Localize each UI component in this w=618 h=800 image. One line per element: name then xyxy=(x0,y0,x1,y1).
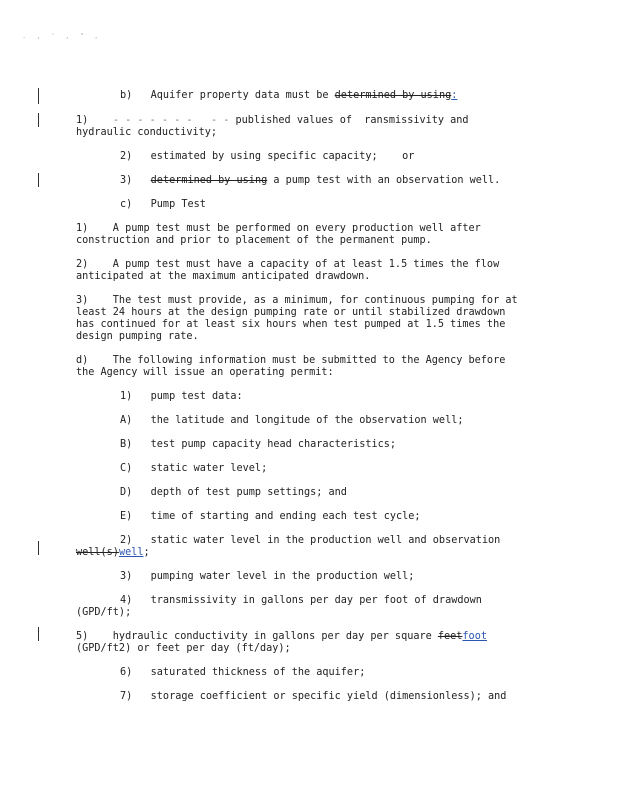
line-text: B) test pump capacity head characteristics; xyxy=(120,439,397,450)
text-line xyxy=(76,331,199,343)
line-text: E) time of starting and ending each test cycle; xyxy=(120,511,421,522)
revision-bar xyxy=(38,88,39,104)
line-text: (GPD/ft2) or feet per day (ft/day); xyxy=(76,643,291,654)
line-text: 7) storage coefficient or specific yield (dimensionless); and xyxy=(120,691,507,702)
text-line xyxy=(120,595,482,607)
text-line xyxy=(120,691,506,703)
text-line xyxy=(76,295,518,307)
line-text: 6) saturated thickness of the aquifer; xyxy=(120,667,366,678)
text-line xyxy=(76,547,150,559)
line-text: construction and prior to placement of the permanent pump. xyxy=(76,235,432,246)
text-line xyxy=(120,439,396,451)
line-text: - - - - - - - - - xyxy=(112,115,230,126)
line-text: A) the latitude and longitude of the observation well; xyxy=(120,415,464,426)
text-line xyxy=(120,415,463,427)
line-text: design pumping rate. xyxy=(76,331,199,342)
line-text: 1) xyxy=(76,115,113,126)
line-text: C) static water level; xyxy=(120,463,268,474)
text-line xyxy=(120,90,457,102)
inserted-text: : xyxy=(451,90,458,101)
text-line xyxy=(120,151,414,163)
line-text: 2) A pump test must have a capacity of at least 1.5 times the flow xyxy=(76,259,500,270)
inserted-text: well xyxy=(118,547,144,558)
text-line xyxy=(76,259,499,271)
text-line xyxy=(76,307,505,319)
deleted-text: feet xyxy=(437,631,463,642)
line-text: 1) pump test data: xyxy=(120,391,243,402)
line-text: 3) The test must provide, as a minimum, for continuous pumping for at xyxy=(76,295,518,306)
text-line xyxy=(120,175,500,187)
text-line xyxy=(76,355,505,367)
text-line xyxy=(76,319,505,331)
line-text: ; xyxy=(143,547,150,558)
line-text: D) depth of test pump settings; and xyxy=(120,487,347,498)
line-text: anticipated at the maximum anticipated drawdown. xyxy=(76,271,371,282)
line-text: 3) xyxy=(120,175,151,186)
text-line xyxy=(120,463,267,475)
line-text: published values of ransmissivity and xyxy=(229,115,469,126)
text-line xyxy=(120,391,243,403)
text-line xyxy=(76,271,370,283)
line-text: the Agency will issue an operating permit: xyxy=(76,367,334,378)
text-line xyxy=(76,127,217,139)
revision-bar xyxy=(38,173,39,187)
line-text: a pump test with an observation well. xyxy=(267,175,501,186)
revision-bar xyxy=(38,113,39,127)
text-line xyxy=(120,571,414,583)
line-text: 2) estimated by using specific capacity; or xyxy=(120,151,415,162)
text-line xyxy=(120,667,365,679)
text-line xyxy=(120,535,500,547)
text-line xyxy=(76,235,432,247)
line-text: least 24 hours at the design pumping rate or until stabilized drawdown xyxy=(76,307,506,318)
line-text: (GPD/ft); xyxy=(76,607,132,618)
text-line xyxy=(76,367,334,379)
header-speck: . , ' , " , xyxy=(22,32,102,40)
line-text: 2) static water level in the production well and observation xyxy=(120,535,501,546)
revision-bar xyxy=(38,627,39,641)
text-line xyxy=(76,631,487,643)
text-line xyxy=(76,223,481,235)
line-text: has continued for at least six hours when test pumped at 1.5 times the xyxy=(76,319,506,330)
inserted-text: foot xyxy=(462,631,487,642)
line-text: b) Aquifer property data must be xyxy=(120,90,335,101)
text-line xyxy=(120,511,421,523)
deleted-text: well(s) xyxy=(76,547,119,558)
line-text: d) The following information must be submitted to the Agency before xyxy=(76,355,506,366)
deleted-text: determined by using xyxy=(334,90,452,101)
revision-bar xyxy=(38,541,39,555)
line-text: 4) transmissivity in gallons per day per foot of drawdown xyxy=(120,595,482,606)
line-text: hydraulic conductivity; xyxy=(76,127,218,138)
line-text: 5) hydraulic conductivity in gallons per day per square xyxy=(76,631,438,642)
text-line xyxy=(76,607,131,619)
text-line xyxy=(120,487,347,499)
text-line xyxy=(120,199,206,211)
line-text: c) Pump Test xyxy=(120,199,206,210)
text-line xyxy=(76,643,291,655)
line-text: 1) A pump test must be performed on every production well after xyxy=(76,223,481,234)
text-line xyxy=(76,115,469,127)
line-text: 3) pumping water level in the production well; xyxy=(120,571,415,582)
deleted-text: determined by using xyxy=(150,175,268,186)
